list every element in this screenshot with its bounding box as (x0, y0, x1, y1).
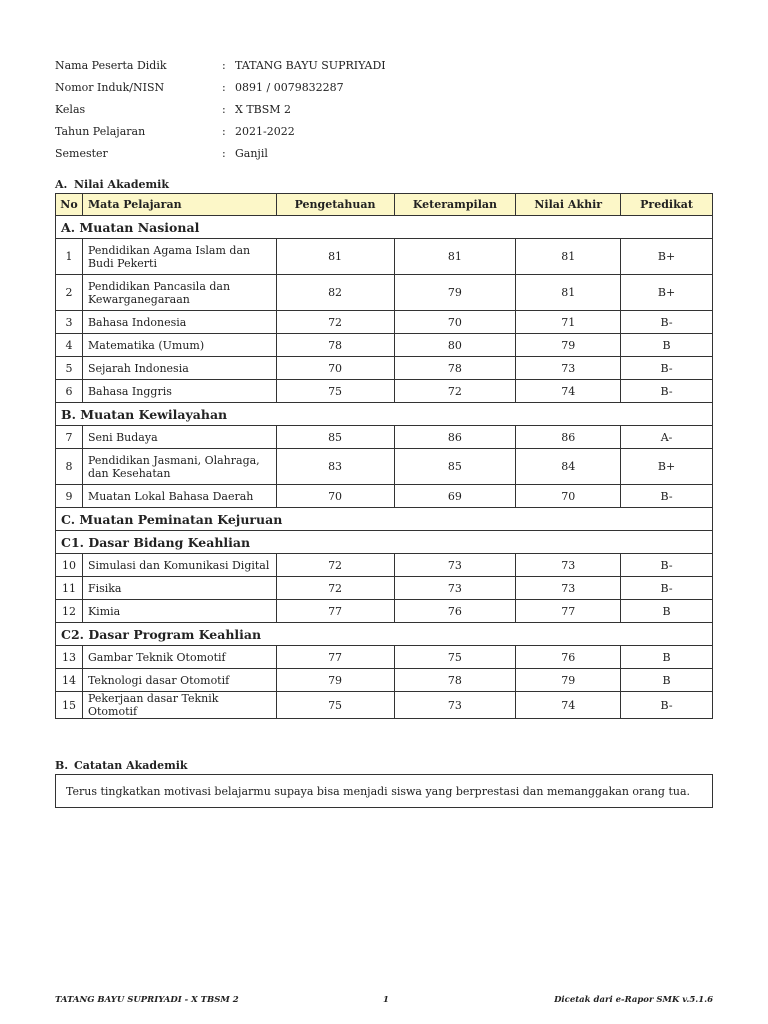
group-label: B. Muatan Kewilayahan (56, 403, 713, 426)
cell-predicate: B- (621, 554, 713, 577)
table-row (56, 669, 713, 692)
cell-predicate: A- (621, 426, 713, 449)
cell-no: 5 (56, 357, 83, 380)
student-info (55, 54, 386, 165)
info-value: 2021-2022 (235, 125, 295, 139)
info-label: Nama Peserta Didik (55, 58, 167, 72)
cell-subject: Bahasa Indonesia (82, 311, 276, 334)
cell-skills: 78 (394, 357, 516, 380)
cell-knowledge: 83 (276, 449, 394, 485)
info-value: TATANG BAYU SUPRIYADI (235, 58, 386, 72)
cell-no: 13 (56, 646, 83, 669)
cell-subject: Bahasa Inggris (82, 380, 276, 403)
footer-page-number: 1 (383, 995, 389, 1005)
cell-predicate: B+ (621, 239, 713, 275)
header-skills: Keterampilan (394, 194, 516, 216)
cell-final: 74 (516, 692, 621, 719)
cell-final: 79 (516, 669, 621, 692)
cell-final: 73 (516, 554, 621, 577)
table-row (56, 357, 713, 380)
group-label: C. Muatan Peminatan Kejuruan (56, 508, 713, 531)
table-row (56, 485, 713, 508)
table-row (56, 239, 713, 275)
cell-skills: 76 (394, 600, 516, 623)
cell-knowledge: 75 (276, 380, 394, 403)
cell-no: 12 (56, 600, 83, 623)
info-row-semester (55, 143, 386, 165)
table-row (56, 311, 713, 334)
group-row (56, 531, 713, 554)
header-final: Nilai Akhir (516, 194, 621, 216)
cell-subject: Teknologi dasar Otomotif (82, 669, 276, 692)
cell-predicate: B- (621, 311, 713, 334)
section-number: A. (55, 178, 68, 191)
cell-predicate: B+ (621, 449, 713, 485)
info-colon: : (222, 102, 226, 116)
info-row-nisn (55, 76, 386, 98)
group-row (56, 216, 713, 239)
cell-final: 73 (516, 577, 621, 600)
info-value: X TBSM 2 (235, 102, 292, 116)
cell-knowledge: 81 (276, 239, 394, 275)
table-row (56, 426, 713, 449)
cell-knowledge: 82 (276, 275, 394, 311)
cell-knowledge: 77 (276, 600, 394, 623)
cell-subject: Kimia (82, 600, 276, 623)
table-row (56, 554, 713, 577)
group-row (56, 508, 713, 531)
cell-skills: 69 (394, 485, 516, 508)
table-row (56, 692, 713, 719)
info-value: 0891 / 0079832287 (235, 80, 344, 94)
info-label: Tahun Pelajaran (55, 125, 146, 139)
cell-final: 70 (516, 485, 621, 508)
cell-skills: 73 (394, 577, 516, 600)
info-row-year (55, 121, 386, 143)
group-row (56, 403, 713, 426)
cell-skills: 86 (394, 426, 516, 449)
cell-skills: 73 (394, 554, 516, 577)
cell-skills: 78 (394, 669, 516, 692)
cell-predicate: B- (621, 380, 713, 403)
cell-knowledge: 85 (276, 426, 394, 449)
cell-predicate: B- (621, 692, 713, 719)
cell-final: 71 (516, 311, 621, 334)
cell-skills: 81 (394, 239, 516, 275)
cell-knowledge: 77 (276, 646, 394, 669)
cell-skills: 79 (394, 275, 516, 311)
cell-no: 10 (56, 554, 83, 577)
cell-final: 73 (516, 357, 621, 380)
table-row (56, 646, 713, 669)
cell-skills: 75 (394, 646, 516, 669)
section-label: Nilai Akademik (74, 178, 169, 191)
group-label: A. Muatan Nasional (56, 216, 713, 239)
header-predicate: Predikat (621, 194, 713, 216)
cell-no: 4 (56, 334, 83, 357)
cell-subject: Simulasi dan Komunikasi Digital (82, 554, 276, 577)
cell-predicate: B+ (621, 275, 713, 311)
cell-final: 79 (516, 334, 621, 357)
group-label: C2. Dasar Program Keahlian (56, 623, 713, 646)
cell-subject: Pekerjaan dasar Teknik Otomotif (82, 692, 276, 719)
group-row (56, 623, 713, 646)
info-label: Nomor Induk/NISN (55, 80, 165, 94)
cell-subject: Seni Budaya (82, 426, 276, 449)
cell-subject: Pendidikan Agama Islam dan Budi Pekerti (82, 239, 276, 275)
table-row (56, 577, 713, 600)
cell-subject: Pendidikan Jasmani, Olahraga, dan Kesehatan (82, 449, 276, 485)
info-label: Kelas (55, 102, 86, 116)
cell-predicate: B (621, 334, 713, 357)
grades-table (55, 193, 713, 719)
cell-knowledge: 72 (276, 554, 394, 577)
cell-final: 74 (516, 380, 621, 403)
header-knowledge: Pengetahuan (276, 194, 394, 216)
cell-knowledge: 79 (276, 669, 394, 692)
cell-skills: 85 (394, 449, 516, 485)
page-footer (55, 995, 713, 1009)
table-row (56, 334, 713, 357)
info-colon: : (222, 125, 226, 139)
footer-printed-by: Dicetak dari e-Rapor SMK v.5.1.6 (554, 995, 713, 1005)
cell-final: 77 (516, 600, 621, 623)
cell-no: 14 (56, 669, 83, 692)
cell-skills: 73 (394, 692, 516, 719)
cell-no: 11 (56, 577, 83, 600)
info-value: Ganjil (235, 147, 268, 161)
cell-predicate: B (621, 600, 713, 623)
cell-no: 1 (56, 239, 83, 275)
cell-final: 84 (516, 449, 621, 485)
cell-knowledge: 70 (276, 485, 394, 508)
info-colon: : (222, 58, 226, 72)
table-row (56, 380, 713, 403)
cell-no: 7 (56, 426, 83, 449)
section-title-notes (55, 759, 188, 772)
cell-predicate: B (621, 669, 713, 692)
cell-subject: Pendidikan Pancasila dan Kewarganegaraan (82, 275, 276, 311)
info-row-class (55, 98, 386, 120)
cell-no: 15 (56, 692, 83, 719)
footer-student: TATANG BAYU SUPRIYADI - X TBSM 2 (55, 995, 239, 1005)
cell-final: 76 (516, 646, 621, 669)
section-label: Catatan Akademik (74, 759, 188, 772)
academic-notes-box (55, 774, 713, 808)
cell-skills: 70 (394, 311, 516, 334)
cell-skills: 72 (394, 380, 516, 403)
info-colon: : (222, 80, 226, 94)
cell-no: 9 (56, 485, 83, 508)
cell-final: 81 (516, 239, 621, 275)
table-row (56, 275, 713, 311)
info-colon: : (222, 147, 226, 161)
academic-notes-text: Terus tingkatkan motivasi belajarmu supaya bisa menjadi siswa yang berprestasi dan memanggakan orang tua. (66, 784, 691, 798)
info-label: Semester (55, 147, 108, 161)
cell-no: 3 (56, 311, 83, 334)
cell-knowledge: 78 (276, 334, 394, 357)
cell-subject: Fisika (82, 577, 276, 600)
table-header-row (56, 194, 713, 216)
cell-predicate: B- (621, 577, 713, 600)
cell-predicate: B (621, 646, 713, 669)
table-row (56, 449, 713, 485)
cell-final: 86 (516, 426, 621, 449)
cell-subject: Gambar Teknik Otomotif (82, 646, 276, 669)
cell-final: 81 (516, 275, 621, 311)
cell-subject: Matematika (Umum) (82, 334, 276, 357)
section-number: B. (55, 759, 69, 772)
cell-no: 6 (56, 380, 83, 403)
header-subject: Mata Pelajaran (82, 194, 276, 216)
cell-predicate: B- (621, 357, 713, 380)
cell-subject: Muatan Lokal Bahasa Daerah (82, 485, 276, 508)
header-no: No (56, 194, 83, 216)
cell-no: 8 (56, 449, 83, 485)
cell-predicate: B- (621, 485, 713, 508)
cell-knowledge: 70 (276, 357, 394, 380)
cell-no: 2 (56, 275, 83, 311)
cell-knowledge: 75 (276, 692, 394, 719)
info-row-name (55, 54, 386, 76)
section-title-grades (55, 178, 169, 191)
cell-knowledge: 72 (276, 577, 394, 600)
table-row (56, 600, 713, 623)
cell-skills: 80 (394, 334, 516, 357)
cell-subject: Sejarah Indonesia (82, 357, 276, 380)
group-label: C1. Dasar Bidang Keahlian (56, 531, 713, 554)
cell-knowledge: 72 (276, 311, 394, 334)
